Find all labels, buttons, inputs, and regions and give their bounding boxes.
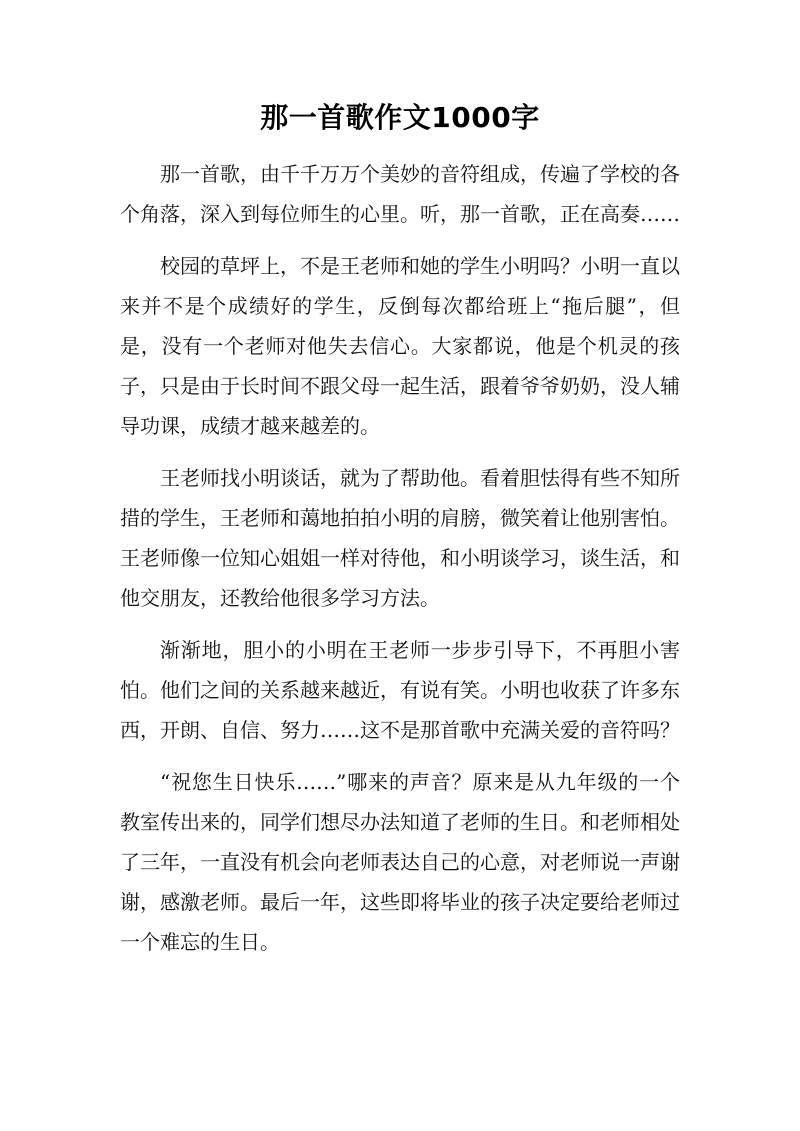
- document-body: [120, 154, 680, 974]
- document-title: 那一首歌作文1000字: [260, 101, 540, 134]
- paragraph-1: 那一首歌，由千千万万个美妙的音符组成，传遍了学校的各个角落，深入到每位师生的心里。听，那一首歌，正在高奏……: [120, 162, 680, 226]
- paragraph-4: 渐渐地，胆小的小明在王老师一步步引导下，不再胆小害怕。他们之间的关系越来越近，有说有笑。小明也收获了许多东西，开朗、自信、努力……这不是那首歌中充满关爱的音符吗？: [120, 638, 680, 742]
- paragraph-3: 王老师找小明谈话，就为了帮助他。看着胆怯得有些不知所措的学生，王老师和蔼地拍拍小明的肩膀，微笑着让他别害怕。王老师像一位知心姐姐一样对待他，和小明谈学习，谈生活，和他交朋友，还教给他很多学习方法。: [120, 466, 680, 610]
- paragraph-5: “祝您生日快乐……”哪来的声音？原来是从九年级的一个教室传出来的，同学们想尽办法知道了老师的生日。和老师相处了三年，一直没有机会向老师表达自己的心意，对老师说一声谢谢，感激老师。最后一年，这些即将毕业的孩子决定要给老师过一个难忘的生日。: [120, 770, 680, 954]
- paragraph-2: 校园的草坪上，不是王老师和她的学生小明吗？小明一直以来并不是个成绩好的学生，反倒每次都给班上“拖后腿”，但是，没有一个老师对他失去信心。大家都说，他是个机灵的孩子，只是由于长时间不跟父母一起生活，跟着爷爷奶奶，没人辅导功课，成绩才越来越差的。: [120, 254, 680, 438]
